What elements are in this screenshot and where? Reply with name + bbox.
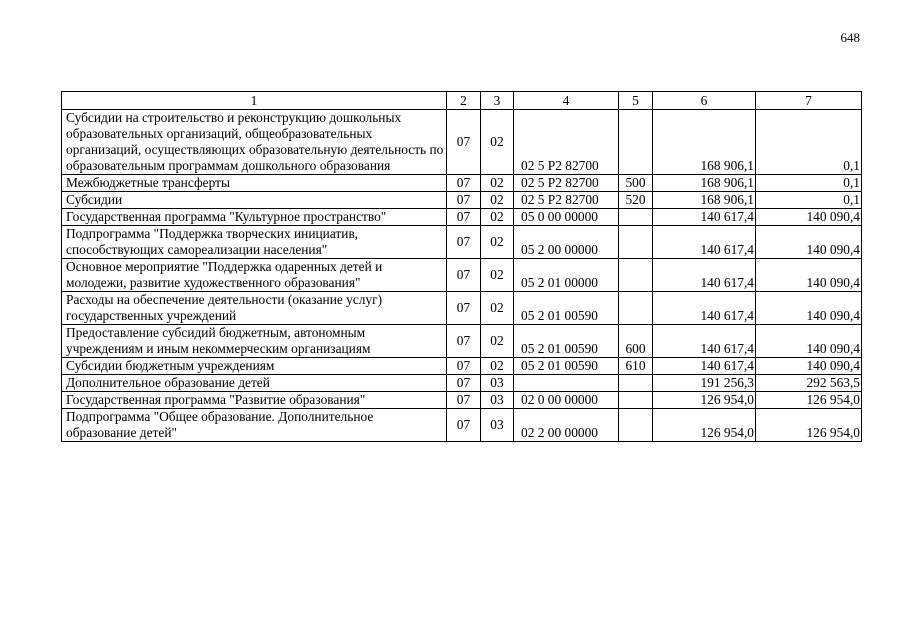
row-name: Субсидии бюджетным учреждениям — [62, 358, 447, 375]
row-amount-1: 191 256,3 — [653, 375, 756, 392]
page-number: 648 — [840, 30, 860, 45]
row-section: 07 — [447, 209, 481, 226]
header-col-2: 2 — [447, 92, 481, 110]
row-subsection: 02 — [481, 292, 514, 325]
row-amount-1: 140 617,4 — [653, 292, 756, 325]
row-name: Предоставление субсидий бюджетным, автономным учреждениям и иным некоммерческим организациям — [62, 325, 447, 358]
row-subsection: 02 — [481, 358, 514, 375]
row-name: Расходы на обеспечение деятельности (оказание услуг) государственных учреждений — [62, 292, 447, 325]
row-expense-type: 520 — [619, 192, 653, 209]
row-section: 07 — [447, 392, 481, 409]
row-section: 07 — [447, 325, 481, 358]
row-section: 07 — [447, 192, 481, 209]
row-amount-1: 140 617,4 — [653, 259, 756, 292]
header-col-4: 4 — [514, 92, 619, 110]
row-amount-2: 140 090,4 — [756, 259, 862, 292]
row-amount-2: 292 563,5 — [756, 375, 862, 392]
table-row — [62, 292, 862, 325]
row-amount-1: 140 617,4 — [653, 325, 756, 358]
row-amount-2: 0,1 — [756, 192, 862, 209]
row-section: 07 — [447, 110, 481, 175]
row-subsection: 02 — [481, 110, 514, 175]
row-section: 07 — [447, 358, 481, 375]
row-subsection: 03 — [481, 392, 514, 409]
row-name: Дополнительное образование детей — [62, 375, 447, 392]
header-col-5: 5 — [619, 92, 653, 110]
row-target-code: 02 5 P2 82700 — [514, 175, 619, 192]
row-target-code — [514, 375, 619, 392]
table-row — [62, 259, 862, 292]
row-name: Субсидии на строительство и реконструкцию дошкольных образовательных организаций, общеобразовательных организаций, осуществляющих образовательную деятельность по образовательным программам дошкольного образования — [62, 110, 447, 175]
row-subsection: 02 — [481, 209, 514, 226]
header-col-3: 3 — [481, 92, 514, 110]
row-amount-1: 126 954,0 — [653, 409, 756, 442]
row-section: 07 — [447, 375, 481, 392]
table-header — [62, 92, 862, 110]
row-subsection: 02 — [481, 325, 514, 358]
row-name: Государственная программа "Развитие образования" — [62, 392, 447, 409]
row-subsection: 02 — [481, 192, 514, 209]
row-target-code: 05 2 01 00590 — [514, 358, 619, 375]
row-target-code: 02 5 P2 82700 — [514, 192, 619, 209]
row-amount-2: 140 090,4 — [756, 325, 862, 358]
row-expense-type: 600 — [619, 325, 653, 358]
table-row — [62, 375, 862, 392]
row-subsection: 03 — [481, 409, 514, 442]
row-amount-1: 126 954,0 — [653, 392, 756, 409]
row-name: Межбюджетные трансферты — [62, 175, 447, 192]
row-name: Подпрограмма "Поддержка творческих инициатив, способствующих самореализации населения" — [62, 226, 447, 259]
row-target-code: 05 0 00 00000 — [514, 209, 619, 226]
row-amount-2: 126 954,0 — [756, 392, 862, 409]
header-row — [62, 92, 862, 110]
row-subsection: 03 — [481, 375, 514, 392]
row-amount-1: 140 617,4 — [653, 209, 756, 226]
row-target-code: 05 2 01 00590 — [514, 292, 619, 325]
table-row — [62, 325, 862, 358]
row-name: Основное мероприятие "Поддержка одаренных детей и молодежи, развитие художественного образования" — [62, 259, 447, 292]
row-subsection: 02 — [481, 175, 514, 192]
row-amount-2: 140 090,4 — [756, 209, 862, 226]
row-section: 07 — [447, 259, 481, 292]
row-amount-1: 168 906,1 — [653, 192, 756, 209]
row-amount-2: 140 090,4 — [756, 292, 862, 325]
row-subsection: 02 — [481, 259, 514, 292]
header-col-6: 6 — [653, 92, 756, 110]
budget-table — [61, 91, 862, 442]
table-row — [62, 192, 862, 209]
row-expense-type — [619, 110, 653, 175]
row-amount-2: 0,1 — [756, 110, 862, 175]
row-target-code: 05 2 01 00000 — [514, 259, 619, 292]
row-section: 07 — [447, 175, 481, 192]
row-amount-1: 168 906,1 — [653, 110, 756, 175]
row-amount-2: 126 954,0 — [756, 409, 862, 442]
row-section: 07 — [447, 409, 481, 442]
row-expense-type — [619, 259, 653, 292]
row-expense-type — [619, 209, 653, 226]
row-target-code: 02 2 00 00000 — [514, 409, 619, 442]
table-row — [62, 409, 862, 442]
table-row — [62, 226, 862, 259]
header-col-1: 1 — [62, 92, 447, 110]
row-target-code: 02 0 00 00000 — [514, 392, 619, 409]
row-subsection: 02 — [481, 226, 514, 259]
table-row — [62, 392, 862, 409]
row-expense-type — [619, 292, 653, 325]
row-amount-2: 0,1 — [756, 175, 862, 192]
table-row — [62, 209, 862, 226]
row-target-code: 05 2 00 00000 — [514, 226, 619, 259]
row-name: Субсидии — [62, 192, 447, 209]
row-expense-type: 500 — [619, 175, 653, 192]
row-section: 07 — [447, 226, 481, 259]
table-row — [62, 358, 862, 375]
table-row — [62, 110, 862, 175]
row-expense-type — [619, 392, 653, 409]
row-target-code: 05 2 01 00590 — [514, 325, 619, 358]
header-col-7: 7 — [756, 92, 862, 110]
row-section: 07 — [447, 292, 481, 325]
row-name: Подпрограмма "Общее образование. Дополнительное образование детей" — [62, 409, 447, 442]
row-expense-type — [619, 375, 653, 392]
row-amount-1: 168 906,1 — [653, 175, 756, 192]
row-amount-1: 140 617,4 — [653, 358, 756, 375]
row-expense-type: 610 — [619, 358, 653, 375]
row-amount-2: 140 090,4 — [756, 226, 862, 259]
table-body — [62, 110, 862, 442]
table-row — [62, 175, 862, 192]
row-target-code: 02 5 P2 82700 — [514, 110, 619, 175]
row-amount-2: 140 090,4 — [756, 358, 862, 375]
row-amount-1: 140 617,4 — [653, 226, 756, 259]
row-expense-type — [619, 409, 653, 442]
row-name: Государственная программа "Культурное пространство" — [62, 209, 447, 226]
row-expense-type — [619, 226, 653, 259]
